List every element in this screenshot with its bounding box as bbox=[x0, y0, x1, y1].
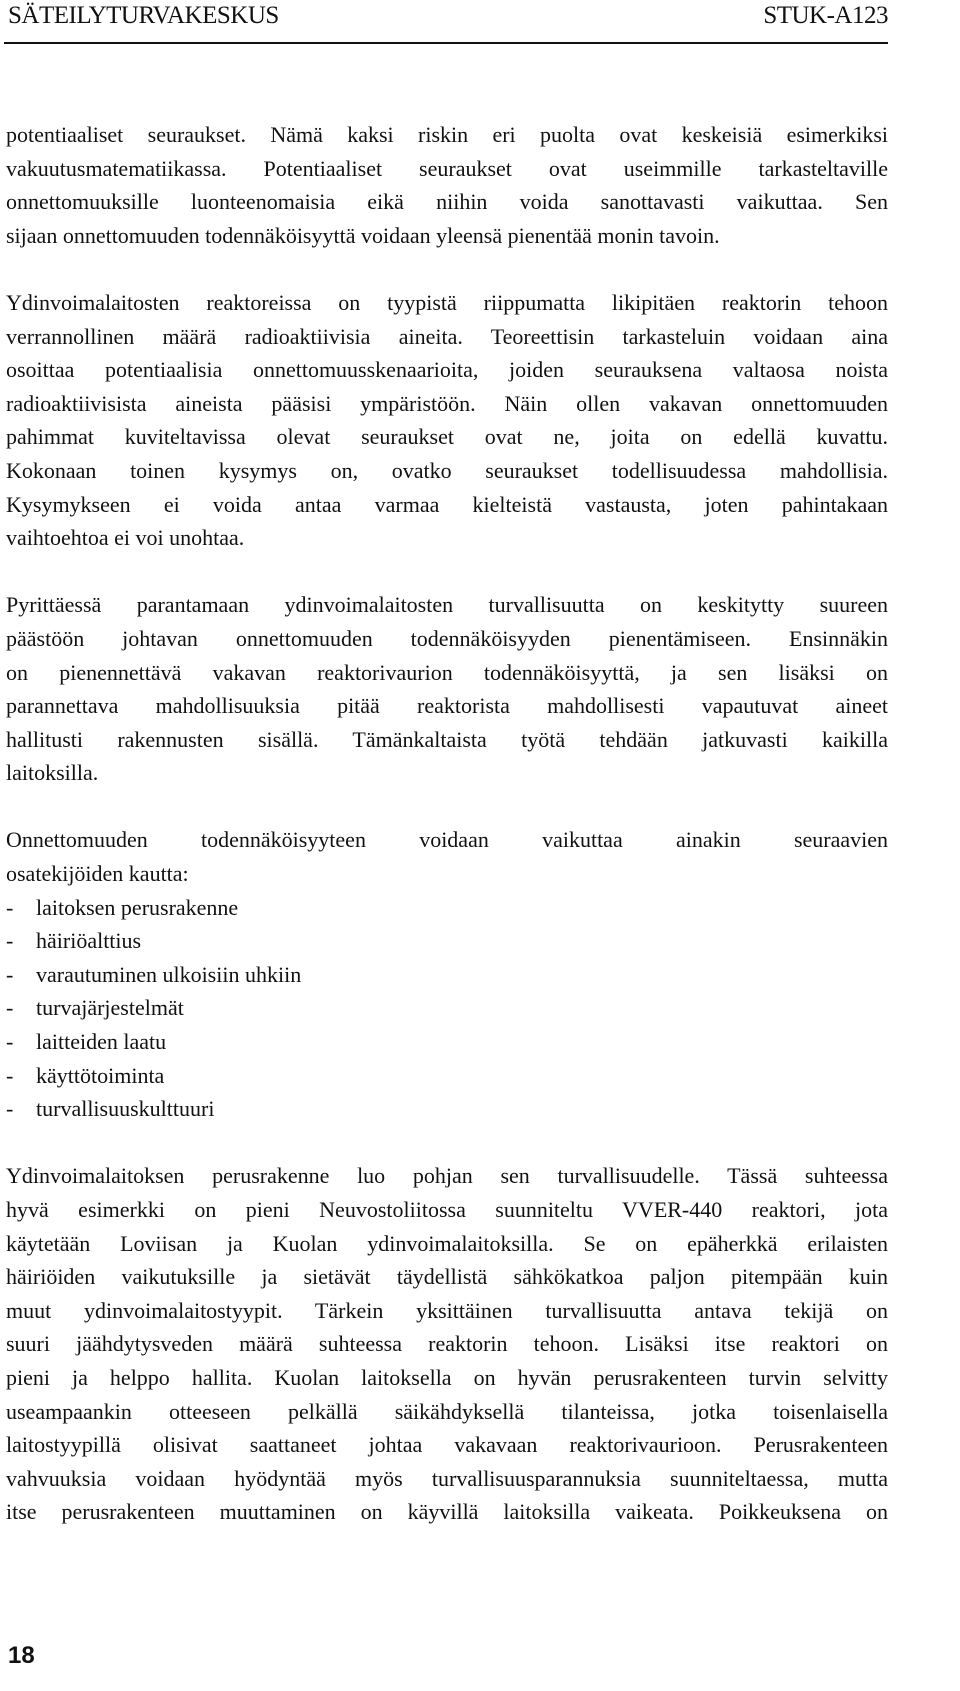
list-item bbox=[6, 924, 888, 958]
text-line: itse perusrakenteen muuttaminen on käyvillä laitoksilla vaikeata. Poikkeuksena on bbox=[6, 1499, 888, 1525]
list-item-text: turvallisuuskulttuuri bbox=[36, 1096, 215, 1122]
text-line: pahimmat kuviteltavissa olevat seuraukset ovat ne, joita on edellä kuvattu. bbox=[6, 424, 888, 450]
list-item-text: laitteiden laatu bbox=[36, 1029, 167, 1055]
text-line: Kysymykseen ei voida antaa varmaa kielteistä vastausta, joten pahintakaan bbox=[6, 491, 888, 517]
text-line: on pienennettävä vakavan reaktorivaurion todennäköisyyttä, ja sen lisäksi on bbox=[6, 659, 888, 685]
factor-list bbox=[6, 891, 888, 1126]
text-line: laitoksilla. bbox=[6, 760, 99, 786]
text-line: Ydinvoimalaitosten reaktoreissa on tyypistä riippumatta likipitäen reaktorin tehoon bbox=[6, 289, 888, 315]
list-item-text: käyttötoiminta bbox=[36, 1062, 165, 1088]
header-rule bbox=[4, 42, 888, 44]
paragraph-5 bbox=[6, 1159, 888, 1529]
report-id: STUK-A123 bbox=[763, 2, 888, 29]
page-number: 18 bbox=[8, 1642, 35, 1669]
paragraph-4 bbox=[6, 823, 888, 890]
paragraph-3 bbox=[6, 588, 888, 790]
text-line: hyvä esimerkki on pieni Neuvostoliitossa suunniteltu VVER-440 reaktori, jota bbox=[6, 1197, 888, 1222]
text-line: Pyrittäessä parantamaan ydinvoimalaitosten turvallisuutta on keskitytty suureen bbox=[6, 592, 888, 618]
text-line: muut ydinvoimalaitostyypit. Tärkein yksittäinen turvallisuutta antava tekijä on bbox=[6, 1297, 888, 1323]
dash-bullet: - bbox=[6, 995, 14, 1021]
text-line: käytetään Loviisan ja Kuolan ydinvoimalaitoksilla. Se on epäherkkä erilaisten bbox=[6, 1230, 888, 1256]
list-item bbox=[6, 1059, 888, 1093]
text-line: vaihtoehtoa ei voi unohtaa. bbox=[6, 525, 245, 551]
list-item bbox=[6, 1025, 888, 1059]
text-line: Kokonaan toinen kysymys on, ovatko seuraukset todellisuudessa mahdollisia. bbox=[6, 457, 888, 483]
text-line: vahvuuksia voidaan hyödyntää myös turvallisuusparannuksia suunniteltaessa, mutta bbox=[6, 1465, 888, 1491]
text-line: useampaankin otteeseen pelkällä säikähdyksellä tilanteissa, jotka toisenlaisella bbox=[6, 1398, 888, 1424]
paragraph-2 bbox=[6, 286, 888, 555]
text-line: parannettava mahdollisuuksia pitää reaktorista mahdollisesti vapautuvat aineet bbox=[6, 693, 888, 719]
list-item-text: laitoksen perusrakenne bbox=[36, 894, 239, 920]
dash-bullet: - bbox=[6, 894, 14, 920]
dash-bullet: - bbox=[6, 1062, 14, 1088]
text-line: Ydinvoimalaitoksen perusrakenne luo pohjan sen turvallisuudelle. Tässä suhteessa bbox=[6, 1163, 888, 1189]
text-line: vakuutusmatematiikassa. Potentiaaliset seuraukset ovat useimmille tarkasteltaville bbox=[6, 155, 888, 181]
page-body bbox=[6, 118, 888, 1563]
page-header bbox=[0, 0, 888, 50]
text-line: pieni ja helppo hallita. Kuolan laitoksella on hyvän perusrakenteen turvin selvitty bbox=[6, 1364, 888, 1390]
text-line: sijaan onnettomuuden todennäköisyyttä voidaan yleensä pienentää monin tavoin. bbox=[6, 222, 720, 248]
list-item bbox=[6, 958, 888, 992]
list-item bbox=[6, 891, 888, 925]
dash-bullet: - bbox=[6, 1096, 14, 1122]
list-item-text: turvajärjestelmät bbox=[36, 995, 184, 1021]
text-line: Onnettomuuden todennäköisyyteen voidaan vaikuttaa ainakin seuraavien bbox=[6, 827, 888, 853]
list-item-text: häiriöalttius bbox=[36, 928, 142, 954]
list-item bbox=[6, 1092, 888, 1126]
publisher-name: SÄTEILYTURVAKESKUS bbox=[8, 2, 279, 29]
list-item-text: varautuminen ulkoisiin uhkiin bbox=[36, 961, 302, 987]
list-item bbox=[6, 991, 888, 1025]
dash-bullet: - bbox=[6, 1029, 14, 1055]
text-line: osoittaa potentiaalisia onnettomuusskenaarioita, joiden seurauksena valtaosa noista bbox=[6, 357, 888, 383]
text-line: onnettomuuksille luonteenomaisia eikä niihin voida sanottavasti vaikuttaa. Sen bbox=[6, 189, 888, 215]
dash-bullet: - bbox=[6, 961, 14, 987]
paragraph-1 bbox=[6, 118, 888, 252]
text-line: häiriöiden vaikutuksille ja sietävät täydellistä sähkökatkoa paljon pitempään kuin bbox=[6, 1264, 888, 1290]
text-line: radioaktiivisista aineista pääsisi ympäristöön. Näin ollen vakavan onnettomuuden bbox=[6, 390, 888, 416]
text-line: päästöön johtavan onnettomuuden todennäköisyyden pienentämiseen. Ensinnäkin bbox=[6, 625, 888, 651]
text-line: osatekijöiden kautta: bbox=[6, 861, 189, 887]
text-line: potentiaaliset seuraukset. Nämä kaksi riskin eri puolta ovat keskeisiä esimerkiksi bbox=[6, 122, 888, 147]
text-line: laitostyypillä olisivat saattaneet johtaa vakavaan reaktorivaurioon. Perusrakenteen bbox=[6, 1432, 888, 1458]
text-line: hallitusti rakennusten sisällä. Tämänkaltaista työtä tehdään jatkuvasti kaikilla bbox=[6, 726, 888, 752]
text-line: suuri jäähdytysveden määrä suhteessa reaktorin tehoon. Lisäksi itse reaktori on bbox=[6, 1331, 888, 1357]
dash-bullet: - bbox=[6, 928, 14, 954]
text-line: verrannollinen määrä radioaktiivisia aineita. Teoreettisin tarkasteluin voidaan aina bbox=[6, 323, 888, 349]
